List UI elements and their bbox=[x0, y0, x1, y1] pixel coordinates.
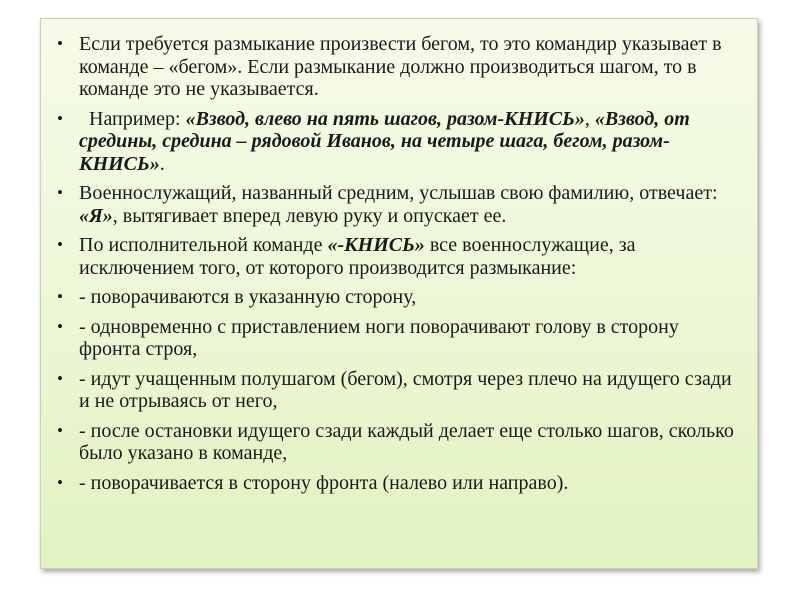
bullet-glyph: • bbox=[57, 34, 63, 53]
bullet-glyph: • bbox=[57, 287, 63, 306]
bullet-item bbox=[55, 316, 739, 361]
bullet-glyph: • bbox=[57, 183, 63, 202]
bullet-glyph: • bbox=[57, 108, 63, 128]
content-panel bbox=[40, 18, 758, 569]
command-response: «Я» bbox=[79, 204, 113, 227]
bullet-glyph: • bbox=[57, 235, 63, 254]
bullet-item bbox=[55, 420, 739, 465]
bullet-text-lead: По исполнительной команде bbox=[79, 234, 328, 256]
executive-command: «-КНИСЬ» bbox=[327, 234, 425, 256]
bullet-item bbox=[55, 182, 739, 227]
command-example-2: «Взвод, от средины, средина – рядовой Иванов, на четыре шага, бегом, разом-КНИСЬ» bbox=[79, 107, 690, 175]
bullet-item bbox=[55, 472, 739, 495]
bullet-glyph: • bbox=[57, 316, 63, 336]
bullet-text: - после остановки идущего сзади каждый делает еще столько шагов, сколько было указано в команде, bbox=[79, 419, 734, 464]
bullet-text-sep: , bbox=[584, 107, 595, 130]
bullet-item bbox=[55, 33, 739, 101]
bullet-text-tail: все военнослужащие, за исключением того, от которого производится размыкание: bbox=[79, 234, 636, 279]
bullet-text: - идут учащенным полушагом (бегом), смотря через плечо на идущего сзади и не отрываясь от него, bbox=[79, 367, 732, 412]
bullet-list bbox=[55, 33, 739, 494]
bullet-text: - одновременно с приставлением ноги поворачивают голову в сторону фронта строя, bbox=[79, 315, 679, 360]
bullet-text-tail: . bbox=[159, 152, 165, 175]
bullet-text: - поворачиваются в указанную сторону, bbox=[79, 286, 417, 308]
bullet-item bbox=[55, 286, 739, 309]
bullet-text-tail: , вытягивает вперед левую руку и опускает ее. bbox=[112, 204, 507, 227]
bullet-glyph: • bbox=[57, 420, 63, 440]
bullet-glyph: • bbox=[57, 368, 63, 388]
bullet-glyph: • bbox=[57, 472, 63, 492]
bullet-text: - поворачивается в сторону фронта (налево или направо). bbox=[79, 471, 569, 494]
bullet-text-lead: Военнослужащий, названный средним, услышав свою фамилию, отвечает: bbox=[79, 182, 718, 204]
bullet-item bbox=[55, 368, 739, 413]
command-example-1: «Взвод, влево на пять шагов, разом-КНИСЬ» bbox=[185, 107, 585, 130]
bullet-text: Если требуется размыкание произвести бегом, то это командир указывает в команде – «бегом». Если размыкание должно производиться шагом, то в команде это не указывается. bbox=[79, 33, 722, 100]
bullet-item bbox=[55, 108, 739, 176]
bullet-item bbox=[55, 234, 739, 279]
bullet-text-lead: Например: bbox=[79, 107, 186, 130]
